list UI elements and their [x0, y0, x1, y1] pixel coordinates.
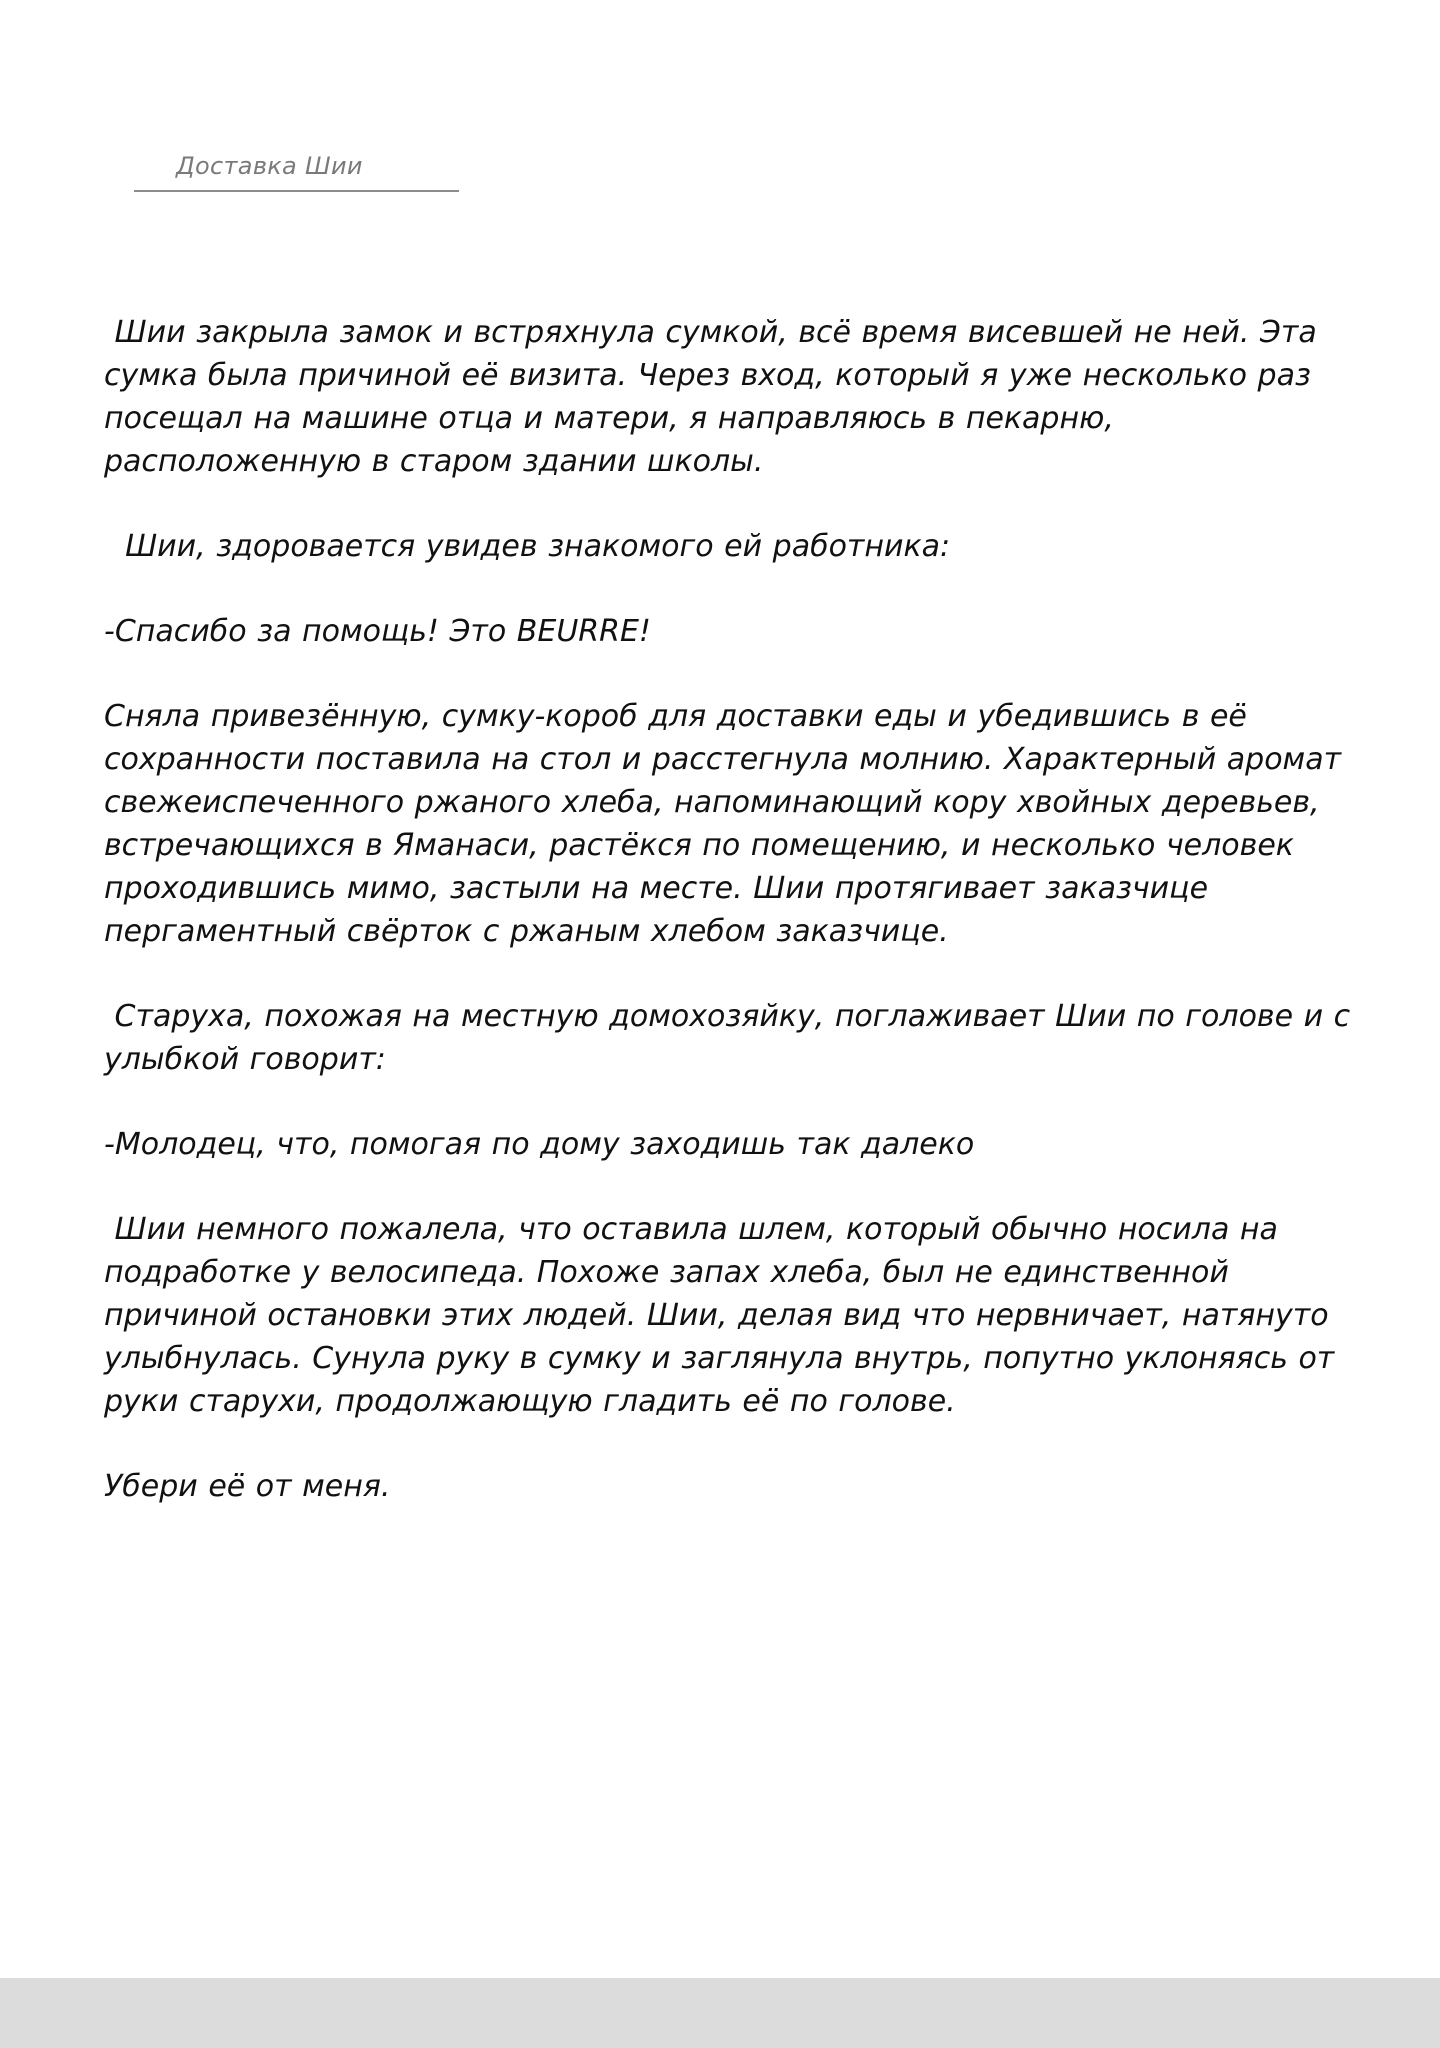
paragraph-2: Шии, здоровается увидев знакомого ей работника: [104, 529, 951, 564]
paragraph-7: Шии немного пожалела, что оставила шлем, который обычно носила на подработке у велосипеда. Похоже запах хлеба, был не единственной причиной остановки этих людей. Шии, делая вид что нервничает, натянуто улыбнулась. Сунула руку в сумку и заглянула внутрь, попутно уклоняясь от руки старухи, продолжающую гладить её по голове. [104, 1212, 1345, 1419]
paragraph-3: -Спасибо за помощь! Это BEURRE! [104, 614, 651, 649]
running-header [134, 152, 459, 192]
paragraph-4: Сняла привезённую, сумку-короб для доставки еды и убедившись в её сохранности поставила на стол и расстегнула молнию. Характерный аромат свежеиспеченного ржаного хлеба, напоминающий кору хвойных деревьев, встречающихся в Яманаси, растёкся по помещению, и несколько человек проходившись мимо, застыли на месте. Шии протягивает заказчице пергаментный свёрток с ржаным хлебом заказчице. [104, 699, 1352, 949]
paragraph-8: Убери её от меня. [104, 1469, 391, 1504]
footer-band [0, 1978, 1440, 2048]
paragraph-1: Шии закрыла замок и встряхнула сумкой, всё время висевшей не ней. Эта сумка была причиной её визита. Через вход, который я уже несколько раз посещал на машине отца и матери, я направляюсь в пекарню, расположенную в старом здании школы. [104, 315, 1328, 479]
header-title: Доставка Шии [176, 152, 363, 180]
paragraph-5: Старуха, похожая на местную домохозяйку, поглаживает Шии по голове и с улыбкой говорит: [104, 999, 1361, 1077]
body-text [104, 311, 1361, 1550]
paragraph-6: -Молодец, что, помогая по дому заходишь так далеко [104, 1127, 975, 1162]
